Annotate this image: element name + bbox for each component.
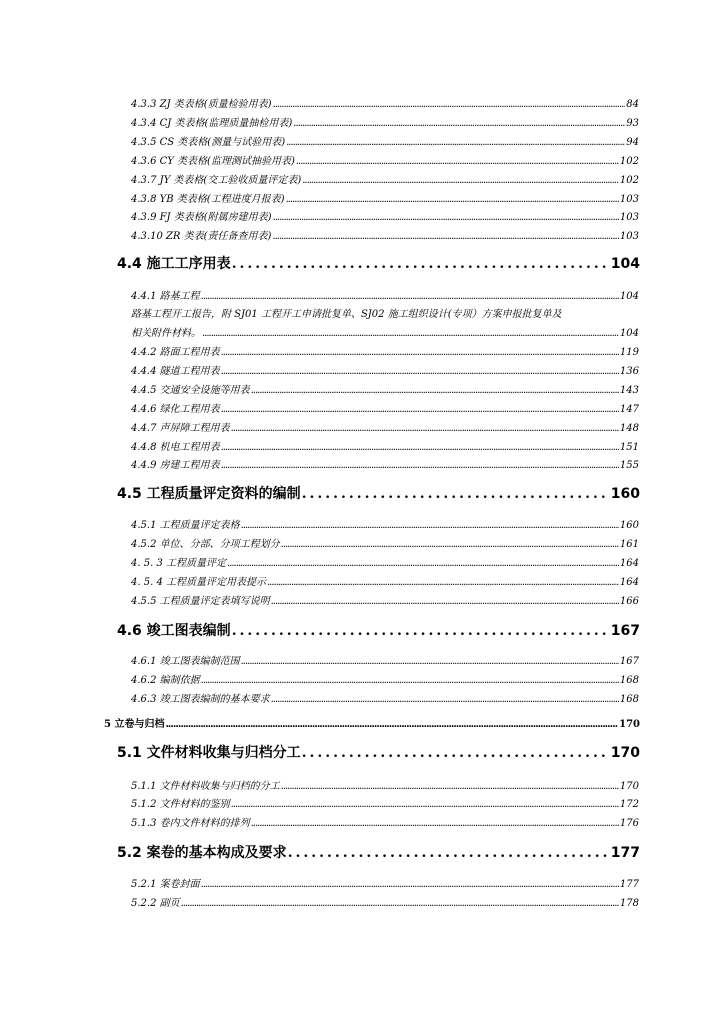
toc-entry-title: 5.2.1 案卷封面 [131, 879, 200, 890]
toc-entry[interactable] [131, 403, 639, 417]
toc-page-number: 170 [619, 719, 640, 730]
toc-page-number: 177 [610, 845, 640, 861]
dot-leader [232, 621, 610, 641]
dot-leader [231, 798, 619, 812]
toc-page-number: 177 [619, 879, 639, 890]
toc-page-number: 151 [619, 442, 639, 453]
toc-entry-title: 4.6.2 编制依据 [131, 675, 200, 686]
toc-page-number: 167 [619, 656, 639, 667]
toc-entry[interactable] [131, 780, 639, 794]
toc-page-number: 103 [619, 231, 639, 242]
dot-leader [302, 743, 610, 763]
toc-entry[interactable] [131, 557, 639, 571]
toc-page-number: 93 [626, 118, 639, 129]
toc-section-title: 5.2 案卷的基本构成及要求 [117, 845, 287, 861]
dot-leader [286, 193, 619, 207]
toc-entry-title: 4.3.6 CY 类表格(监理测试抽验用表) [131, 156, 295, 167]
toc-entry-title: 4.6.1 竣工图表编制范围 [131, 656, 240, 667]
toc-entry[interactable] [131, 878, 639, 892]
toc-entry[interactable] [131, 136, 639, 150]
toc-entry-title: 4.5.1 工程质量评定表格 [131, 520, 240, 531]
dot-leader [251, 384, 619, 398]
toc-entry[interactable] [131, 897, 639, 911]
dot-leader [165, 718, 618, 732]
dot-leader [293, 117, 625, 131]
dot-leader [273, 211, 619, 225]
toc-entry[interactable] [131, 327, 639, 341]
toc-entry[interactable] [131, 817, 639, 831]
toc-entry-title: 4.3.7 JY 类表格(交工验收质量评定表) [131, 175, 302, 186]
dot-leader [221, 459, 619, 473]
toc-entry-wrapped-line[interactable]: 路基工程开工报告，附 SJ01 工程开工申请批复单、SJ02 施工组织设计(专项）方案申报批复单及 [131, 309, 562, 320]
dot-leader [232, 254, 610, 274]
toc-entry[interactable] [131, 193, 639, 207]
toc-entry-title: 4.3.5 CS 类表格(测量与试验用表) [131, 137, 286, 148]
dot-leader [267, 576, 619, 590]
toc-entry-title: 相关附件材料。 [131, 328, 201, 339]
toc-page-number: 136 [619, 366, 639, 377]
dot-leader [241, 519, 619, 533]
toc-entry-title: 4.3.9 FJ 类表格(附属房建用表) [131, 212, 272, 223]
toc-entry-title: 4.4.2 路面工程用表 [131, 347, 220, 358]
toc-entry-title: 4.5.5 工程质量评定表填写说明 [131, 596, 270, 607]
toc-page-number: 168 [619, 675, 639, 686]
toc-page-number: 102 [619, 175, 639, 186]
dot-leader [201, 674, 619, 688]
toc-entry-title: 5.1.1 文件材料收集与归档的分工 [131, 781, 280, 792]
toc-entry-title: 4. 5. 3 工程质量评定 [131, 558, 226, 569]
toc-section-heading[interactable] [117, 843, 640, 863]
toc-page-number: 147 [619, 404, 639, 415]
dot-leader [221, 346, 619, 360]
toc-entry[interactable] [131, 384, 639, 398]
toc-entry[interactable] [131, 519, 639, 533]
toc-entry-title: 4.3.10 ZR 类表(责任备查用表) [131, 231, 272, 242]
toc-entry-title: 4.3.3 ZJ 类表格(质量检验用表) [131, 99, 272, 110]
toc-entry[interactable] [131, 674, 639, 688]
toc-section-heading[interactable] [117, 484, 640, 504]
toc-entry[interactable] [131, 693, 639, 707]
dot-leader [296, 155, 619, 169]
dot-leader [201, 290, 619, 304]
toc-page-number: 103 [619, 212, 639, 223]
toc-page-number: 119 [619, 347, 639, 358]
toc-entry-title: 5.2.2 副页 [131, 898, 180, 909]
toc-section-title: 4.4 施工工序用表 [117, 256, 231, 272]
toc-entry[interactable] [131, 655, 639, 669]
toc-entry-title: 4. 5. 4 工程质量评定用表提示 [131, 577, 266, 588]
toc-page-number: 102 [619, 156, 639, 167]
toc-page-number: 94 [626, 137, 639, 148]
toc-entry-title: 4.3.4 CJ 类表格(监理质量抽检用表) [131, 118, 293, 129]
toc-section-heading[interactable] [117, 743, 640, 763]
toc-section-title: 4.5 工程质量评定资料的编制 [117, 486, 301, 502]
toc-entry[interactable] [131, 346, 639, 360]
dot-leader [227, 557, 619, 571]
toc-page-number: 172 [619, 799, 639, 810]
toc-entry[interactable] [131, 230, 639, 244]
dot-leader [181, 897, 619, 911]
toc-page-number: 103 [619, 194, 639, 205]
dot-leader [251, 817, 619, 831]
dot-leader [202, 327, 619, 341]
toc-entry[interactable] [131, 174, 639, 188]
toc-page-number: 161 [619, 539, 639, 550]
dot-leader [286, 136, 625, 150]
toc-entry[interactable] [131, 422, 639, 436]
toc-entry[interactable] [131, 595, 639, 609]
toc-page-number: 170 [610, 745, 640, 761]
toc-entry-title: 4.5.2 单位、分部、分项工程划分 [131, 539, 280, 550]
toc-section-heading[interactable] [117, 621, 640, 641]
toc-entry[interactable] [131, 211, 639, 225]
toc-page-number: 143 [619, 385, 639, 396]
toc-entry-title: 4.4.1 路基工程 [131, 291, 200, 302]
dot-leader [281, 780, 619, 794]
toc-entry[interactable] [131, 155, 639, 169]
toc-entry-title: 4.4.5 交通安全设施等用表 [131, 385, 250, 396]
toc-entry-title: 4.4.9 房建工程用表 [131, 460, 220, 471]
toc-chapter-title: 5 立卷与归档 [104, 719, 165, 730]
dot-leader [271, 595, 619, 609]
toc-page-number: 104 [610, 256, 640, 272]
toc-entry-title: 4.6.3 竣工图表编制的基本要求 [131, 694, 270, 705]
toc-entry-title: 4.4.4 隧道工程用表 [131, 366, 220, 377]
toc-page-number: 164 [619, 558, 639, 569]
toc-section-heading[interactable] [117, 254, 640, 274]
dot-leader [221, 441, 619, 455]
toc-entry-title: 4.4.8 机电工程用表 [131, 442, 220, 453]
dot-leader [201, 878, 619, 892]
toc-page-number: 168 [619, 694, 639, 705]
toc-page-number: 166 [619, 596, 639, 607]
toc-entry[interactable] [131, 117, 639, 131]
dot-leader [272, 230, 618, 244]
toc-entry-title: 5.1.2 文件材料的鉴别 [131, 799, 230, 810]
toc-page-number: 104 [619, 291, 639, 302]
toc-entry-title: 4.3.8 YB 类表格(工程进度月报表) [131, 194, 285, 205]
dot-leader [288, 843, 610, 863]
toc-entry[interactable] [131, 441, 639, 455]
dot-leader [271, 693, 619, 707]
dot-leader [302, 174, 619, 188]
toc-entry-title: 4.4.7 声屏障工程用表 [131, 423, 230, 434]
toc-entry[interactable] [131, 576, 639, 590]
dot-leader [221, 403, 619, 417]
toc-entry[interactable] [131, 98, 639, 112]
toc-page-number: 164 [619, 577, 639, 588]
toc-page-number: 84 [626, 99, 639, 110]
toc-entry-title: 5.1.3 卷内文件材料的排列 [131, 818, 250, 829]
toc-page-number: 160 [619, 520, 639, 531]
toc-page-number: 148 [619, 423, 639, 434]
dot-leader [281, 538, 619, 552]
toc-entry[interactable] [131, 798, 639, 812]
toc-entry[interactable] [131, 459, 639, 473]
toc-page-number: 178 [619, 898, 639, 909]
toc-entry[interactable] [131, 290, 639, 304]
dot-leader [231, 422, 619, 436]
dot-leader [302, 484, 610, 504]
toc-entry[interactable] [131, 538, 639, 552]
toc-entry-title: 4.4.6 绿化工程用表 [131, 404, 220, 415]
dot-leader [221, 365, 619, 379]
toc-page-number: 104 [619, 328, 639, 339]
toc-page-number: 155 [619, 460, 639, 471]
dot-leader [241, 655, 619, 669]
dot-leader [273, 98, 626, 112]
toc-page-number: 170 [619, 781, 639, 792]
toc-entry[interactable] [131, 365, 639, 379]
toc-page-number: 160 [610, 486, 640, 502]
toc-section-title: 5.1 文件材料收集与归档分工 [117, 745, 301, 761]
toc-section-title: 4.6 竣工图表编制 [117, 623, 231, 639]
toc-page-number: 167 [610, 623, 640, 639]
toc-chapter-heading[interactable] [104, 718, 640, 732]
toc-page-number: 176 [619, 818, 639, 829]
